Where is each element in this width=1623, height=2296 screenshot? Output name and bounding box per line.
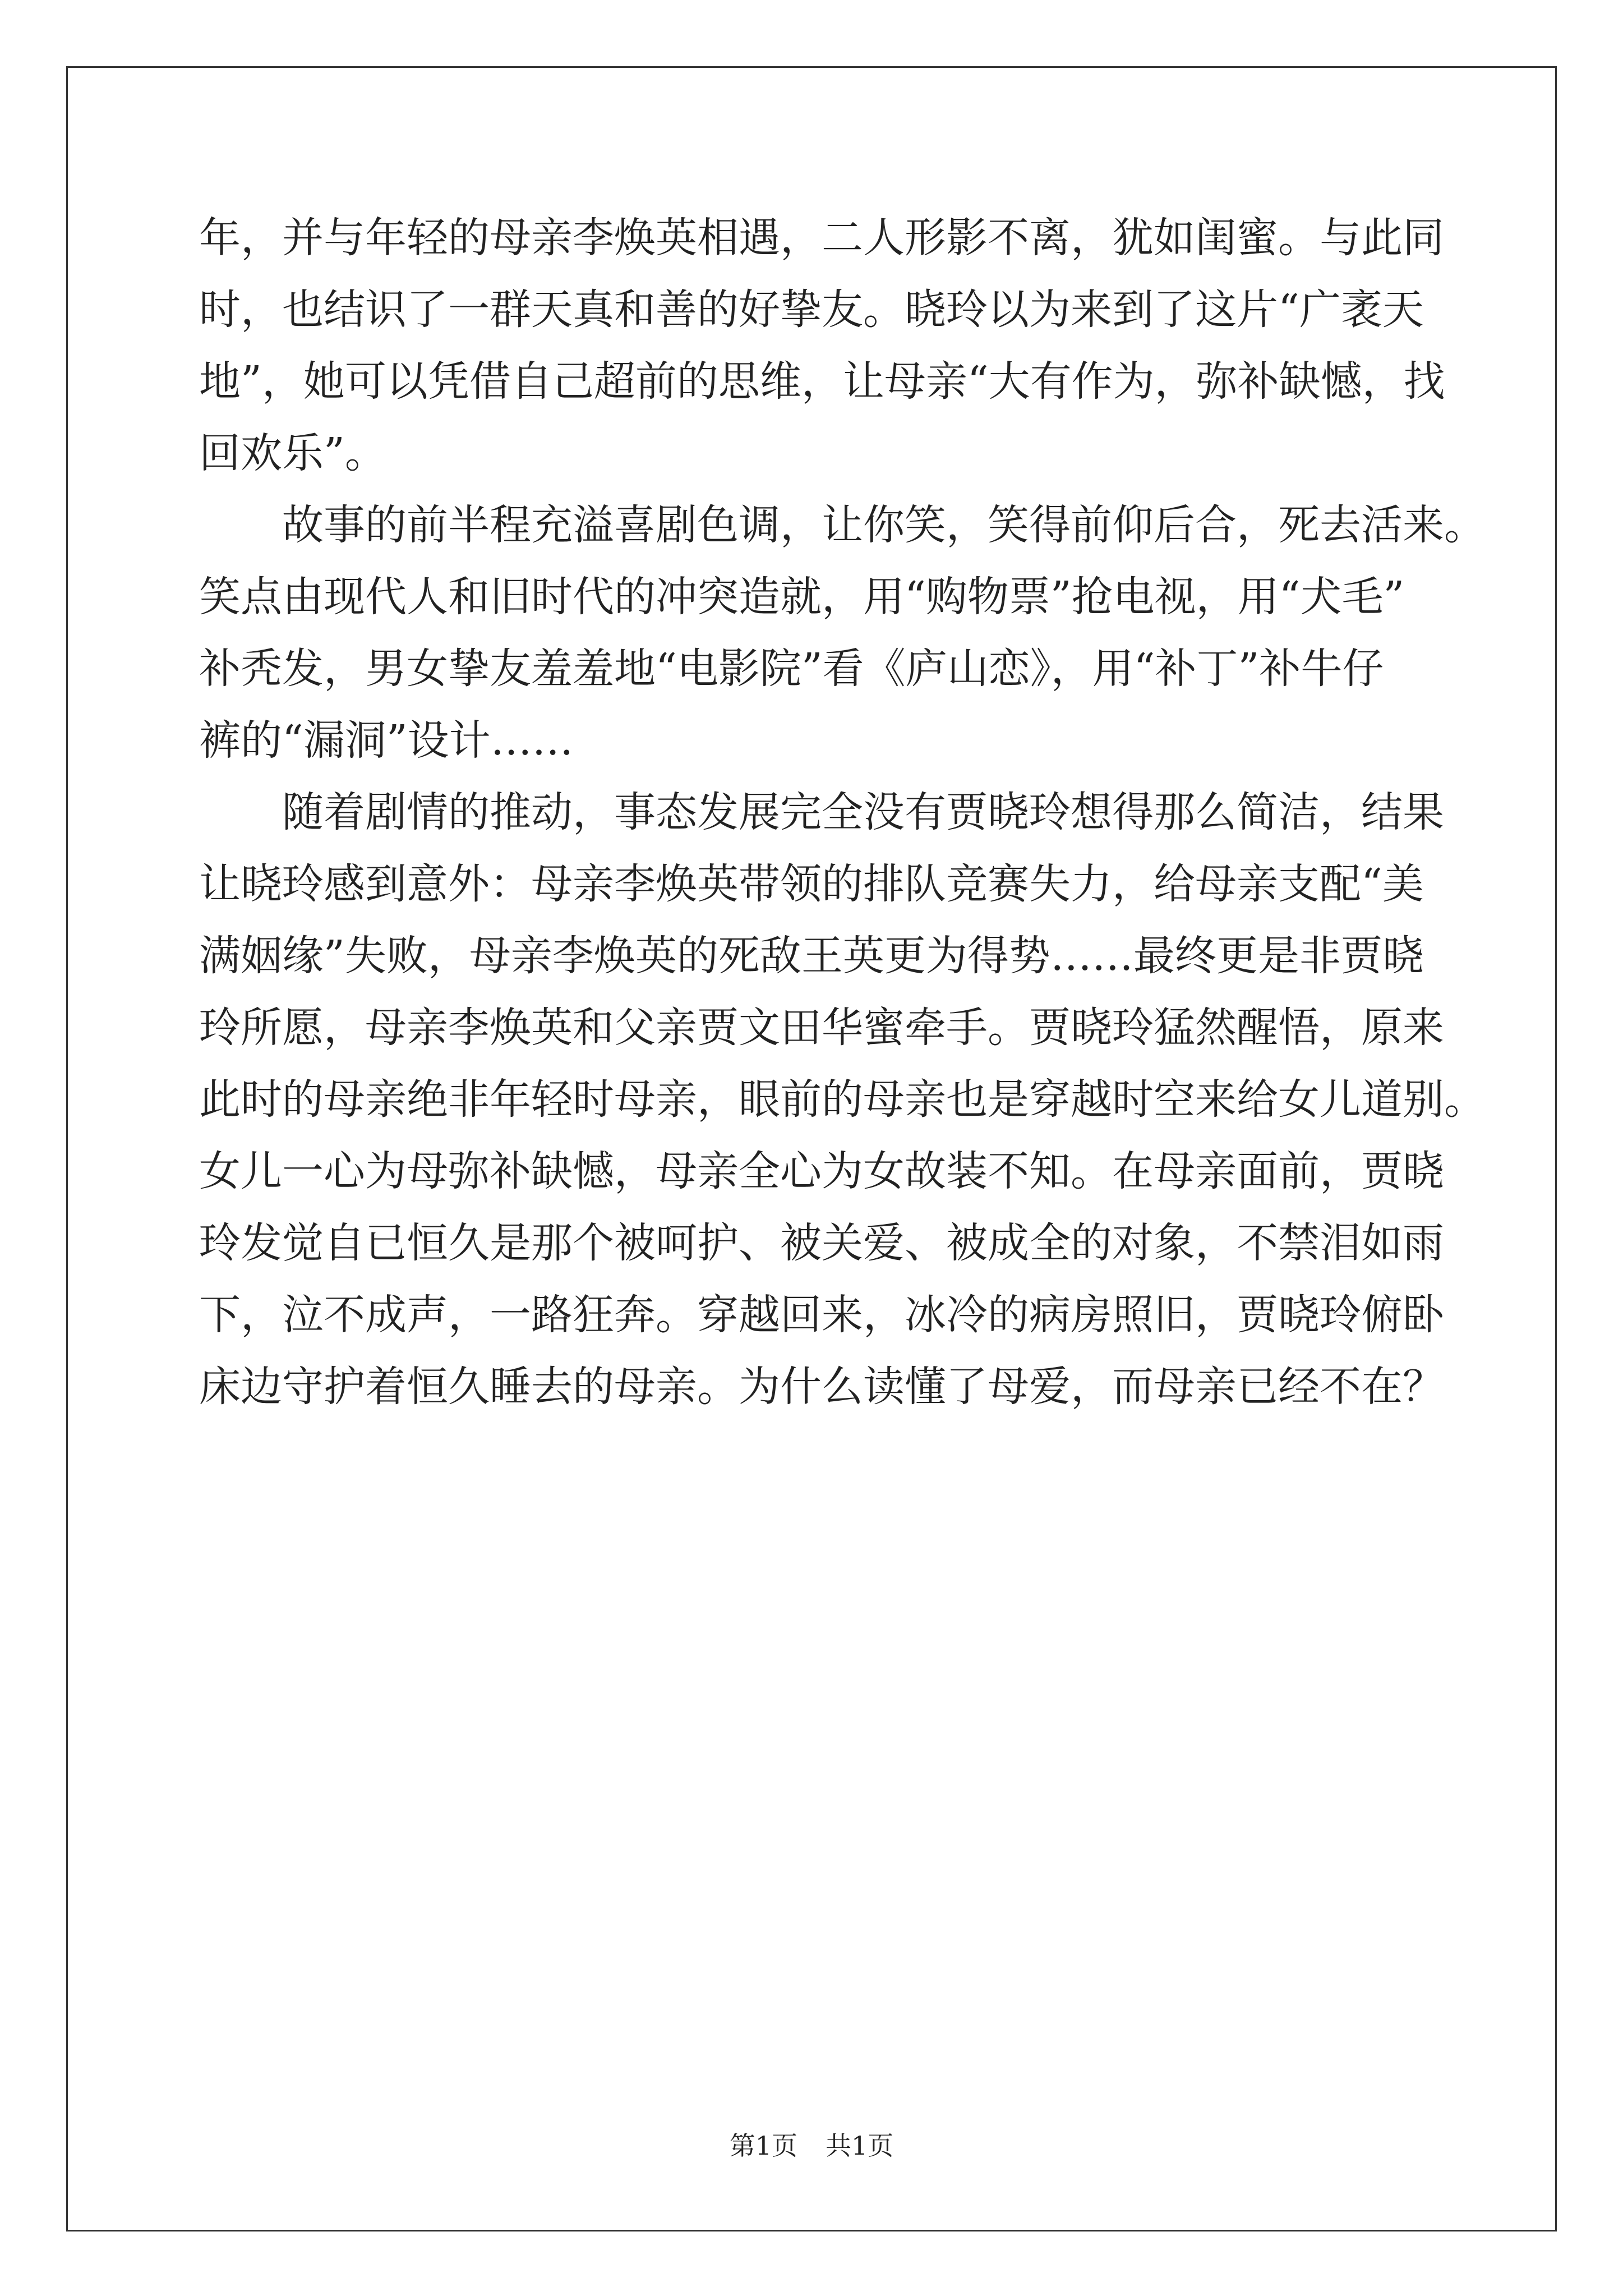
text-line: 时，也结识了一群天真和善的好挚友。晓玲以为来到了这片“广袤天 (199, 286, 1424, 334)
document-body (199, 202, 1486, 1423)
page-number: 第1页 (729, 2131, 797, 2161)
text-line: 随着剧情的推动，事态发展完全没有贾晓玲想得那么简洁，结果 (282, 788, 1444, 836)
paragraph-3 (199, 776, 1486, 1423)
text-line: 下，泣不成声，一路狂奔。穿越回来，冰冷的病房照旧，贾晓玲俯卧 (199, 1291, 1444, 1339)
text-line: 女儿一心为母弥补缺憾，母亲全心为女故装不知。在母亲面前，贾晓 (199, 1147, 1444, 1195)
text-line: 让晓玲感到意外：母亲李焕英带领的排队竞赛失力，给母亲支配“美 (199, 860, 1424, 908)
text-line: 地”，她可以凭借自己超前的思维，让母亲“大有作为，弥补缺憾，找 (199, 357, 1445, 406)
text-line: 满姻缘”失败，母亲李焕英的死敌王英更为得势……最终更是非贾晓 (199, 932, 1424, 980)
text-line: 此时的母亲绝非年轻时母亲，眼前的母亲也是穿越时空来给女儿道别。 (199, 1075, 1486, 1124)
text-line: 年，并与年轻的母亲李焕英相遇，二人形影不离，犹如闺蜜。与此同 (199, 214, 1444, 262)
text-line: 床边守护着恒久睡去的母亲。为什么读懂了母爱，而母亲已经不在？ (199, 1363, 1444, 1411)
page-footer (0, 2129, 1623, 2162)
text-line: 玲发觉自已恒久是那个被呵护、被关爱、被成全的对象，不禁泪如雨 (199, 1219, 1444, 1267)
text-line: 裤的“漏洞”设计…… (199, 716, 574, 765)
paragraph-1 (199, 202, 1445, 489)
text-line: 回欢乐”。 (199, 429, 386, 477)
text-line: 补秃发，男女挚友羞羞地“电影院”看《庐山恋》，用“补丁”补牛仔 (199, 645, 1384, 693)
text-line: 笑点由现代人和旧时代的冲突造就，用“购物票”抢电视，用“犬毛” (199, 573, 1405, 621)
text-line: 故事的前半程充溢喜剧色调，让你笑，笑得前仰后合，死去活来。 (282, 501, 1486, 549)
text-line: 玲所愿，母亲李焕英和父亲贾文田华蜜牵手。贾晓玲猛然醒悟，原来 (199, 1004, 1444, 1052)
page-total: 共1页 (826, 2131, 894, 2161)
paragraph-2 (199, 489, 1486, 776)
